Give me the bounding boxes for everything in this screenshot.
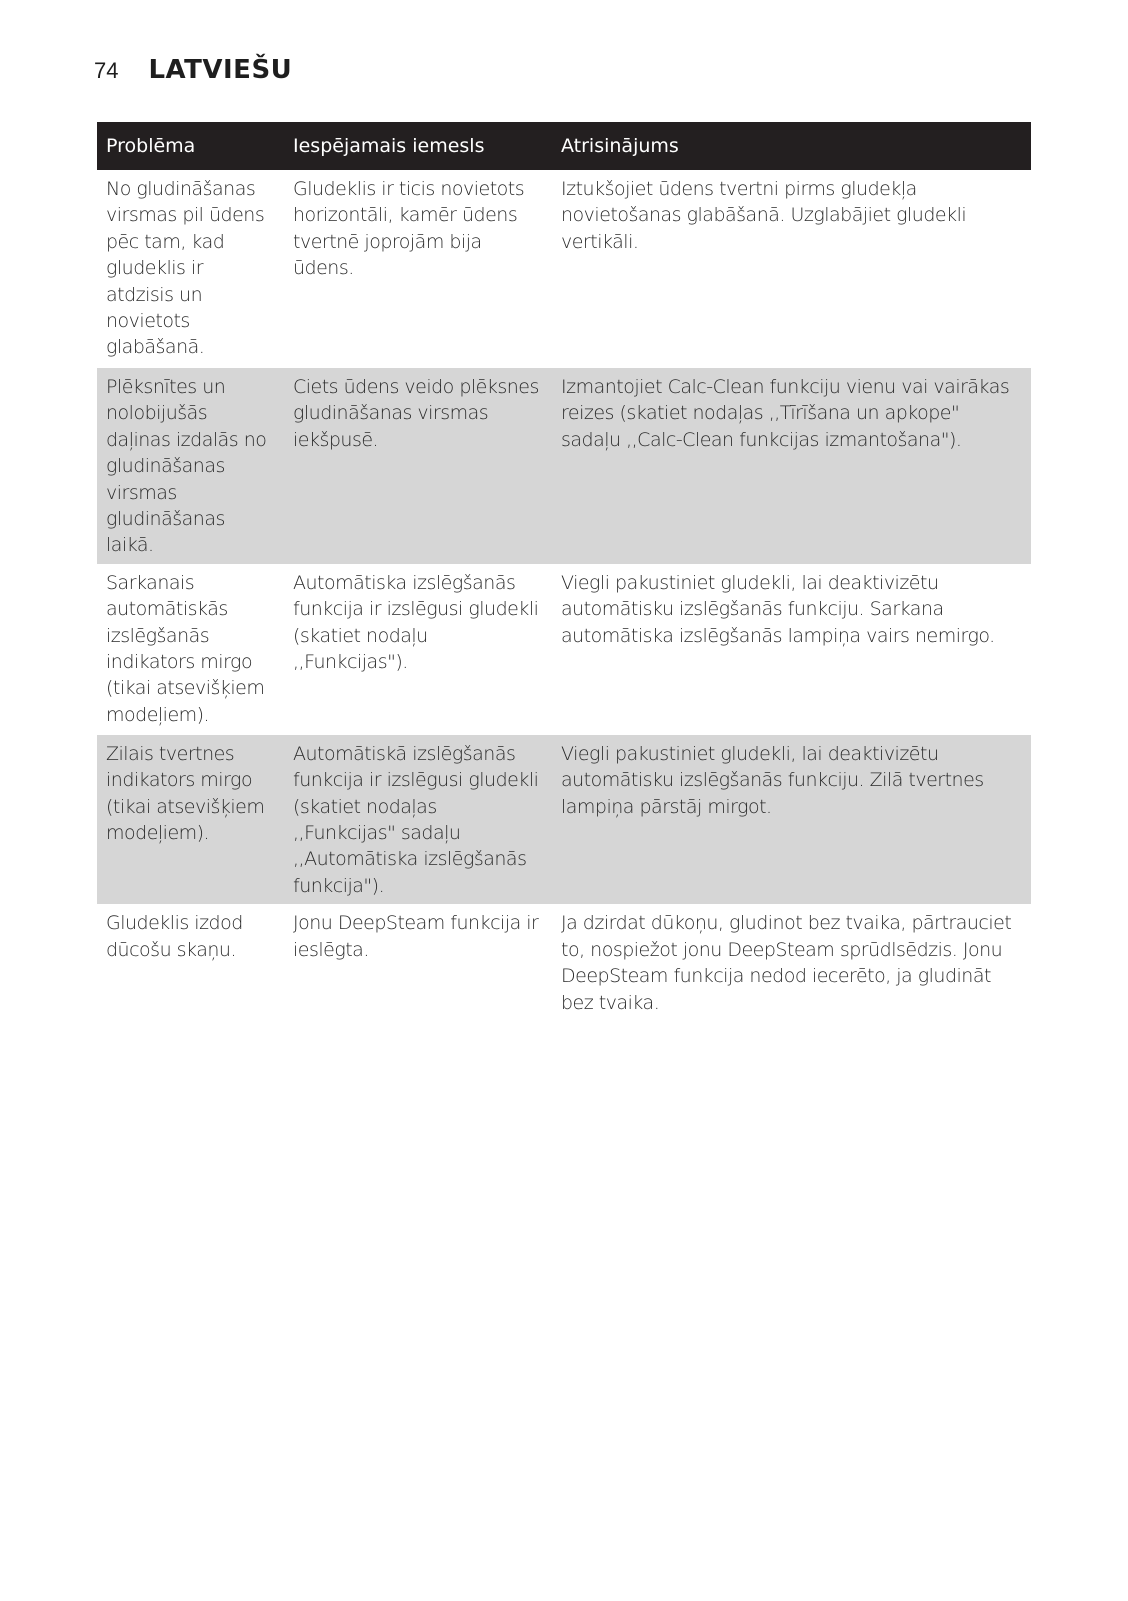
troubleshooting-table: [97, 122, 1031, 1022]
column-header-problem: Problēma: [97, 122, 284, 170]
cell-solution: Izmantojiet Calc-Clean funkciju vienu vai vairākas reizes (skatiet nodaļas ,,Tīrīšana un apkope" sadaļu ,,Calc-Clean funkcijas izmantošana").: [552, 368, 1031, 564]
cell-cause: Automātiska izslēgšanās funkcija ir izslēgusi gludekli (skatiet nodaļu ,,Funkcijas").: [284, 564, 552, 735]
cell-problem: Gludeklis izdod dūcošu skaņu.: [97, 904, 284, 1022]
table-header-row: [97, 122, 1031, 170]
cell-solution: Ja dzirdat dūkoņu, gludinot bez tvaika, pārtrauciet to, nospiežot jonu DeepSteam sprūdlsēdzis. Jonu DeepSteam funkcija nedod iecerēto, ja gludināt bez tvaika.: [552, 904, 1031, 1022]
table-body: [97, 170, 1031, 1022]
table-row: [97, 904, 1031, 1022]
page-number: 74: [94, 58, 119, 83]
cell-problem: No gludināšanas virsmas pil ūdens pēc tam, kad gludeklis ir atdzisis un novietots glabāšanā.: [97, 170, 284, 368]
cell-problem: Plēksnītes un nolobijušās daļinas izdalās no gludināšanas virsmas gludināšanas laikā.: [97, 368, 284, 564]
cell-problem: Zilais tvertnes indikators mirgo (tikai atsevišķiem modeļiem).: [97, 735, 284, 904]
cell-solution: Iztukšojiet ūdens tvertni pirms gludekļa novietošanas glabāšanā. Uzglabājiet gludekli vertikāli.: [552, 170, 1031, 368]
cell-cause: Automātiskā izslēgšanās funkcija ir izslēgusi gludekli (skatiet nodaļas ,,Funkcijas" sadaļu ,,Automātiska izslēgšanās funkcija").: [284, 735, 552, 904]
cell-cause: Gludeklis ir ticis novietots horizontāli, kamēr ūdens tvertnē joprojām bija ūdens.: [284, 170, 552, 368]
table-row: [97, 368, 1031, 564]
cell-cause: Ciets ūdens veido plēksnes gludināšanas virsmas iekšpusē.: [284, 368, 552, 564]
page-header: [94, 55, 292, 85]
table-row: [97, 170, 1031, 368]
table-row: [97, 735, 1031, 904]
column-header-cause: Iespējamais iemesls: [284, 122, 552, 170]
column-header-solution: Atrisinājums: [552, 122, 1031, 170]
cell-solution: Viegli pakustiniet gludekli, lai deaktivizētu automātisku izslēgšanās funkciju. Zilā tvertnes lampiņa pārstāj mirgot.: [552, 735, 1031, 904]
cell-solution: Viegli pakustiniet gludekli, lai deaktivizētu automātisku izslēgšanās funkciju. Sarkana automātiska izslēgšanās lampiņa vairs nemirgo.: [552, 564, 1031, 735]
cell-cause: Jonu DeepSteam funkcija ir ieslēgta.: [284, 904, 552, 1022]
cell-problem: Sarkanais automātiskās izslēgšanās indikators mirgo (tikai atsevišķiem modeļiem).: [97, 564, 284, 735]
table-row: [97, 564, 1031, 735]
section-title: LATVIEŠU: [148, 55, 293, 85]
table-header: [97, 122, 1031, 170]
